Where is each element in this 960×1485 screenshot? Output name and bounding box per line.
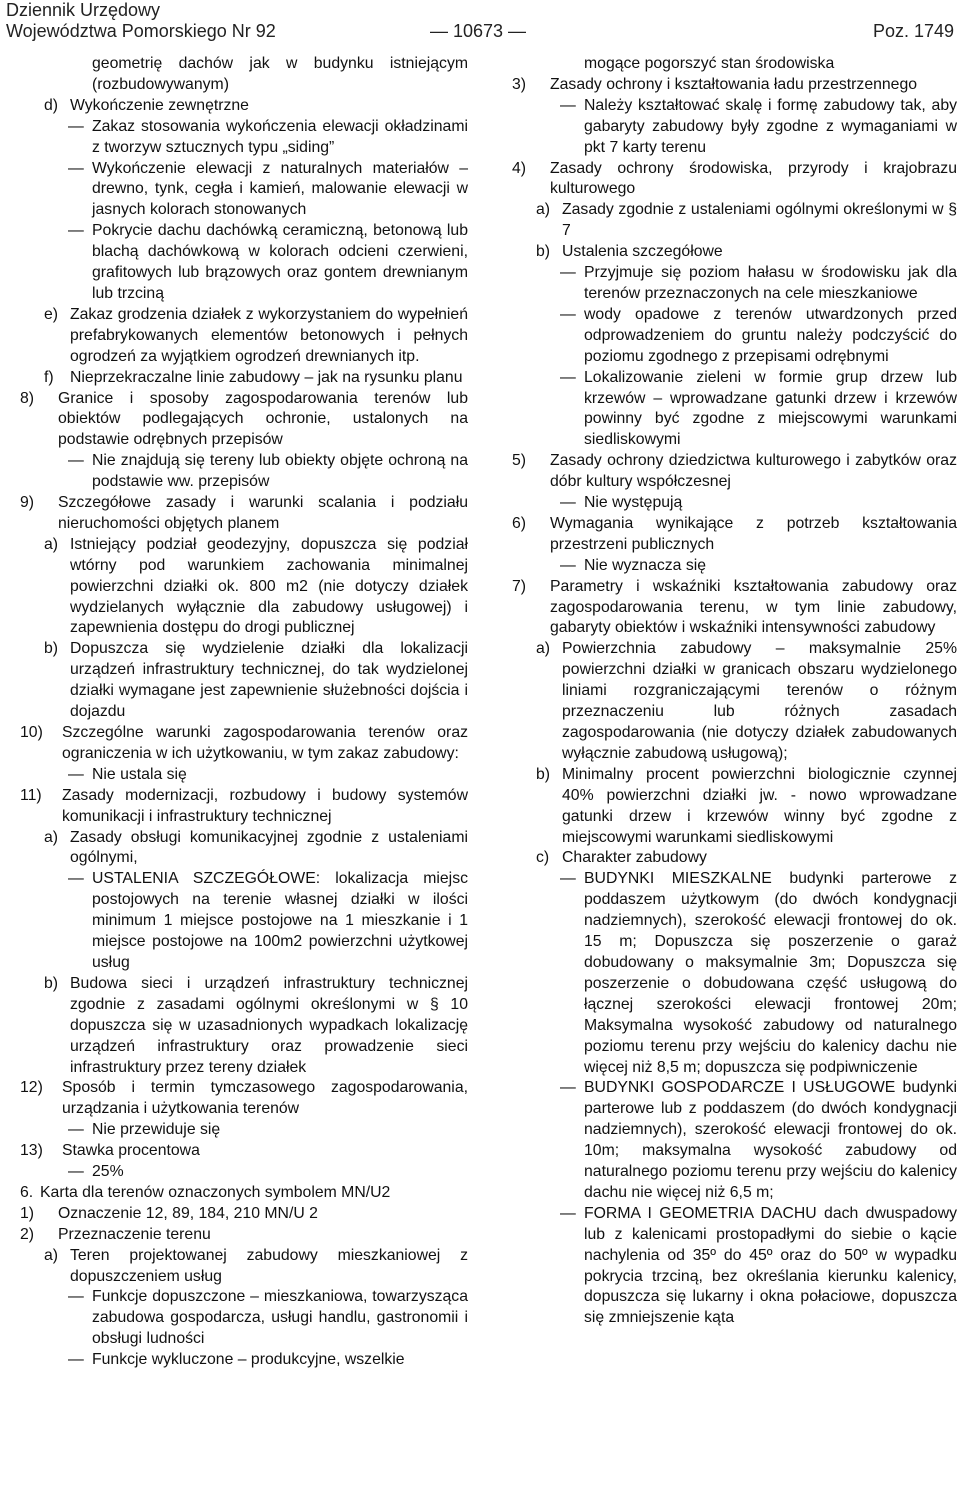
numbered-list-item	[512, 75, 957, 96]
item-text: geometrię dachów jak w budynku istniejącym (rozbudowywanym)	[92, 55, 468, 93]
item-label: d)	[44, 96, 59, 114]
numbered-list-item	[20, 1183, 468, 1204]
item-text: Budowa sieci i urządzeń infrastruktury technicznej zgodnie z zasadami ogólnymi określonymi w § 10 dopuszcza się w uzasadnionych wypadkach lokalizację urządzeń infrastruktury oraz prowadzenie sieci infrastruktury przez tereny działek	[70, 974, 468, 1076]
dash-list-item	[512, 1204, 957, 1329]
item-label: —	[68, 159, 84, 177]
dash-list-item	[20, 117, 468, 159]
numbered-list-item	[512, 514, 957, 556]
item-text: Stawka procentowa	[62, 1142, 200, 1160]
continued-paragraph	[512, 54, 957, 75]
item-label: —	[560, 556, 576, 574]
dash-list-item	[20, 869, 468, 974]
item-label: 6)	[512, 514, 527, 532]
journal-title-line1: Dziennik Urzędowy	[6, 0, 161, 20]
item-text: Przyjmuje się poziom hałasu w środowisku jak dla terenów przeznaczonych na cele mieszkaniowe	[584, 264, 957, 302]
dash-list-item	[512, 96, 957, 159]
item-text: mogące pogorszyć stan środowiska	[584, 55, 835, 72]
item-label: —	[68, 1121, 84, 1139]
item-label: a)	[536, 201, 551, 219]
item-label: a)	[536, 640, 551, 658]
item-text: Minimalny procent powierzchni biologicznie czynnej 40% powierzchni działki jw. - nowo wprowadzane gatunki drzew i krzewów winny być zgodne z miejscowymi warunkami siedliskowymi	[562, 765, 957, 846]
item-label: 1)	[20, 1204, 35, 1222]
item-text: Karta dla terenów oznaczonych symbolem MN/U2	[40, 1183, 391, 1201]
item-text: Zasady ochrony i kształtowania ładu przestrzennego	[550, 75, 918, 93]
item-text: Zasady obsługi komunikacyjnej zgodnie z ustaleniami ogólnymi,	[70, 828, 468, 867]
dash-list-item	[20, 1120, 468, 1141]
item-text: Powierzchnia zabudowy – maksymalnie 25% powierzchni działki w granicach obszaru wydzielonego liniami rozgraniczającymi terenów o różnym przeznaczeniu lub różnych zasadach zagospodarowania (nie dotyczy działek zabudowanych wyłącznie zabudową usługową);	[562, 640, 957, 762]
item-text: Szczególne warunki zagospodarowania terenów oraz ograniczenia w ich użytkowaniu, w tym zakaz zabudowy:	[62, 724, 468, 762]
item-text: Szczegółowe zasady i warunki scalania i podziału nieruchomości objętych planem	[58, 494, 468, 532]
item-label: —	[560, 870, 576, 888]
item-label: —	[560, 494, 576, 512]
continued-paragraph	[20, 54, 468, 96]
item-label: —	[68, 222, 84, 240]
item-text: Funkcje wykluczone – produkcyjne, wszelkie	[92, 1351, 405, 1369]
item-label: b)	[44, 640, 59, 658]
item-text: Należy kształtować skalę i formę zabudowy tak, aby gabaryty zabudowy były zgodne z wymaganiami w pkt 7 karty terenu	[584, 96, 957, 156]
item-label: —	[68, 1163, 84, 1181]
numbered-list-item	[20, 389, 468, 452]
item-text: Sposób i termin tymczasowego zagospodarowania, urządzania i użytkowania terenów	[62, 1079, 468, 1118]
item-text: Zasady ochrony środowiska, przyrody i krajobrazu kulturowego	[550, 159, 957, 198]
item-label: a)	[44, 828, 59, 846]
numbered-list-item	[20, 535, 468, 640]
journal-title-line2: Województwa Pomorskiego Nr 92	[6, 21, 276, 41]
item-label: —	[560, 1079, 576, 1097]
item-text: 25%	[92, 1163, 124, 1181]
numbered-list-item	[512, 577, 957, 640]
item-text: Zasady zgodnie z ustaleniami ogólnymi określonymi w § 7	[562, 201, 957, 240]
item-text: Teren projektowanej zabudowy mieszkaniowej z dopuszczeniem usług	[70, 1246, 468, 1285]
numbered-list-item	[20, 96, 468, 117]
numbered-list-item	[512, 159, 957, 201]
item-text: Nie występują	[584, 494, 683, 512]
item-text: Zasady modernizacji, rozbudowy i budowy systemów komunikacji i infrastruktury technicznej	[62, 786, 468, 825]
item-text: Wykończenie zewnętrzne	[70, 96, 249, 114]
numbered-list-item	[512, 639, 957, 764]
item-label: 9)	[20, 494, 35, 512]
left-column	[20, 54, 468, 1371]
item-text: Zakaz stosowania wykończenia elewacji okładzinami z tworzyw sztucznych typu „siding”	[92, 117, 468, 156]
numbered-list-item	[20, 639, 468, 723]
dash-list-item	[512, 305, 957, 368]
item-label: c)	[536, 849, 550, 867]
item-label: 12)	[20, 1079, 43, 1097]
item-label: —	[68, 765, 84, 783]
item-text: Wymagania wynikające z potrzeb kształtowania przestrzeni publicznych	[550, 514, 957, 553]
dash-list-item	[512, 493, 957, 514]
item-text: Oznaczenie 12, 89, 184, 210 MN/U 2	[58, 1204, 318, 1222]
item-label: 3)	[512, 75, 527, 93]
dash-list-item	[20, 451, 468, 493]
item-text: BUDYNKI MIESZKALNE budynki parterowe z poddaszem użytkowym (do dwóch kondygnacji nadziemnych), szerokość elewacji frontowej do ok. 15 m; Dopuszcza się poszerzenie o garaż dobudowany o maksymalnie 3m; Dopuszcza się poszerzenie o dobudowana część usługową do łącznej szerokości elewacji frontowej 20m; Maksymalna wysokość zabudowy od naturalnego poziomu terenu przy wejściu do kalenicy dachu nie więcej niż 8,5 m; dopuszcza się podpiwniczenie	[584, 870, 957, 1076]
numbered-list-item	[512, 200, 957, 242]
numbered-list-item	[512, 242, 957, 263]
numbered-list-item	[20, 1225, 468, 1246]
item-text: Nie znajdują się tereny lub obiekty objęte ochroną na podstawie ww. przepisów	[92, 452, 468, 491]
item-text: Zasady ochrony dziedzictwa kulturowego i zabytków oraz dóbr kultury współczesnej	[550, 452, 957, 491]
dash-list-item	[20, 765, 468, 786]
dash-list-item	[20, 221, 468, 305]
item-text: wody opadowe z terenów utwardzonych przed odprowadzeniem do gruntu należy podczyścić do poziomu zgodnego z przepisami odrębnymi	[584, 305, 957, 365]
item-text: Lokalizowanie zieleni w formie grup drzew lub krzewów – wprowadzane gatunki drzew i krzewów powinny być zgodne z miejscowymi warunkami siedliskowymi	[584, 368, 957, 449]
right-column	[512, 54, 957, 1329]
item-text: Przeznaczenie terenu	[58, 1225, 211, 1243]
numbered-list-item	[20, 1204, 468, 1225]
item-label: 6.	[20, 1183, 34, 1201]
item-label: 11)	[20, 786, 42, 804]
item-text: BUDYNKI GOSPODARCZE I USŁUGOWE budynki parterowe lub z poddaszem (do dwóch kondygnacji nadziemnych), szerokość elewacji frontowej do ok. 10m; maksymalna wysokość zabudowy od naturalnego poziomu terenu przy wejściu do kalenicy dachu nie więcej niż 6,5 m;	[584, 1079, 957, 1201]
numbered-list-item	[512, 765, 957, 849]
item-label: —	[68, 452, 84, 470]
item-text: USTALENIA SZCZEGÓŁOWE: lokalizacja miejsc postojowych na terenie własnej działki w ilości minimum 1 miejsce postojowe na 1 mieszkanie i 1 miejsce postojowe na 100m2 powierzchni użytkowej usług	[92, 870, 468, 971]
item-text: Nie ustala się	[92, 765, 187, 783]
dash-list-item	[512, 556, 957, 577]
item-label: —	[560, 1204, 576, 1222]
numbered-list-item	[512, 451, 957, 493]
item-label: 5)	[512, 452, 527, 470]
numbered-list-item	[20, 1078, 468, 1120]
page-number: — 10673 —	[430, 21, 527, 41]
dash-list-item	[20, 1162, 468, 1183]
item-text: Nie wyznacza się	[584, 556, 707, 574]
item-label: —	[560, 264, 576, 282]
item-label: 2)	[20, 1225, 35, 1243]
item-text: Granice i sposoby zagospodarowania terenów lub obiektów podlegających ochronie, ustalonych na podstawie odrębnych przepisów	[58, 389, 468, 449]
item-text: Parametry i wskaźniki kształtowania zabudowy oraz zagospodarowania terenu, w tym linie zabudowy, gabaryty obiektów i wskaźniki intensywności zabudowy	[550, 577, 957, 637]
item-text: FORMA I GEOMETRIA DACHU dach dwuspadowy lub z kalenicami prostopadłymi do siebie o kącie nachylenia od 35º do 45º oraz do 50º w wypadku pokrycia trzciną, bez określania kierunku kalenicy, dopuszcza się lukarny i okna połaciowe, dopuszcza się zmniejszenie kąta	[584, 1204, 957, 1327]
numbered-list-item	[20, 974, 468, 1079]
item-text: Istniejący podział geodezyjny, dopuszcza się podział wtórny pod warunkiem zachowania minimalnej powierzchni działki ok. 800 m2 (nie dotyczy działek wydzielanych wyłącznie dla zabudowy usługowej) i zapewnienia dostępu do drogi publicznej	[70, 535, 468, 637]
item-label: b)	[536, 765, 551, 783]
item-text: Nieprzekraczalne linie zabudowy – jak na rysunku planu	[70, 368, 463, 386]
item-label: a)	[44, 1246, 59, 1264]
item-text: Zakaz grodzenia działek z wykorzystaniem do wypełnień prefabrykowanych elementów betonowych i pełnych ogrodzeń za wyjątkiem ogrodzeń drewnianych itp.	[70, 305, 468, 365]
dash-list-item	[512, 368, 957, 452]
item-label: 7)	[512, 577, 527, 595]
item-label: e)	[44, 305, 59, 323]
item-label: 4)	[512, 159, 527, 177]
numbered-list-item	[20, 1246, 468, 1288]
item-text: Funkcje dopuszczone – mieszkaniowa, towarzysząca zabudowa gospodarcza, usługi handlu, gastronomii i obsługi ludności	[92, 1288, 468, 1348]
numbered-list-item	[20, 493, 468, 535]
numbered-list-item	[20, 723, 468, 765]
dash-list-item	[512, 869, 957, 1078]
item-label: —	[560, 96, 576, 114]
item-text: Nie przewiduje się	[92, 1121, 221, 1139]
item-text: Pokrycie dachu dachówką ceramiczną, betonową lub blachą dachówkową w kolorach odcieni czerwieni, grafitowych lub brązowych oraz gontem drewnianym lub trzciną	[92, 222, 468, 302]
numbered-list-item	[20, 305, 468, 368]
page-header	[0, 0, 960, 46]
item-label: —	[560, 305, 576, 323]
dash-list-item	[512, 263, 957, 305]
item-text: Charakter zabudowy	[562, 849, 707, 867]
numbered-list-item	[20, 786, 468, 828]
item-label: —	[68, 117, 84, 135]
item-text: Wykończenie elewacji z naturalnych materiałów – drewno, tynk, cegła i kamień, malowanie elewacji w jasnych kolorach stonowanych	[92, 159, 468, 219]
item-text: Dopuszcza się wydzielenie działki dla lokalizacji urządzeń infrastruktury technicznej, do tak wydzielonej działki wymagane jest zapewnienie służebności dojścia i dojazdu	[70, 640, 468, 721]
numbered-list-item	[20, 368, 468, 389]
item-label: —	[560, 368, 576, 386]
item-label: 10)	[20, 724, 43, 741]
item-label: —	[68, 1351, 84, 1369]
numbered-list-item	[20, 1141, 468, 1162]
journal-title	[6, 0, 276, 42]
item-label: b)	[536, 243, 551, 261]
item-label: 8)	[20, 389, 35, 407]
item-label: a)	[44, 535, 59, 553]
dash-list-item	[512, 1078, 957, 1203]
item-label: f)	[44, 368, 54, 386]
item-label: 13)	[20, 1142, 43, 1160]
item-label: —	[68, 870, 84, 888]
dash-list-item	[20, 1350, 468, 1371]
numbered-list-item	[512, 848, 957, 869]
numbered-list-item	[20, 828, 468, 870]
item-label: b)	[44, 974, 59, 992]
item-text: Ustalenia szczegółowe	[562, 243, 723, 261]
position-number: Poz. 1749	[872, 21, 954, 41]
item-label: —	[68, 1288, 84, 1306]
dash-list-item	[20, 159, 468, 222]
dash-list-item	[20, 1287, 468, 1350]
